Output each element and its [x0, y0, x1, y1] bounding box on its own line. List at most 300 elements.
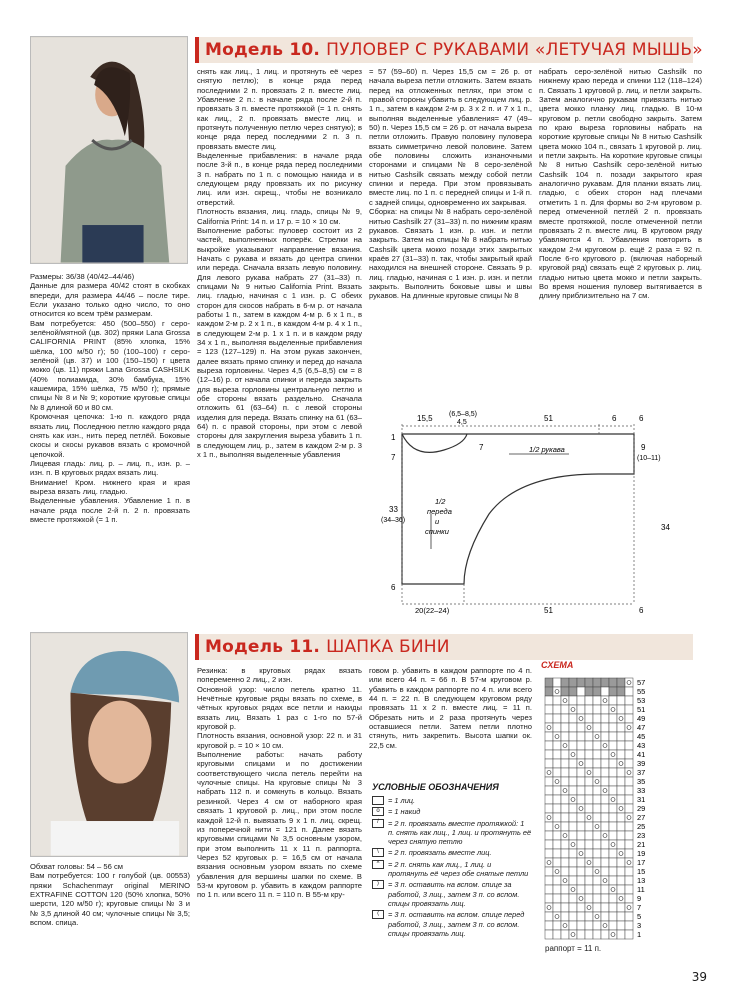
chart-cell [617, 732, 625, 741]
chart-cell [617, 840, 625, 849]
chart-cell [545, 885, 553, 894]
chart-cell [625, 705, 633, 714]
chart-cell [569, 786, 577, 795]
chart-cell [577, 894, 585, 903]
woman-sweater-image [31, 37, 187, 263]
legend-row [372, 848, 532, 857]
chart-cell [617, 705, 625, 714]
model10-photo [30, 36, 188, 264]
neckline-curve [402, 434, 467, 452]
chart-cell [561, 831, 569, 840]
chart-cell [625, 678, 633, 687]
chart-cell [593, 732, 601, 741]
chart-cell [601, 921, 609, 930]
legend-text: = 1 накид [388, 807, 421, 817]
chart-row-number: 21 [637, 840, 646, 849]
chart-cell [553, 750, 561, 759]
chart-cell [577, 777, 585, 786]
chart-cell [545, 777, 553, 786]
model10-col4 [539, 67, 702, 397]
chart-cell [609, 804, 617, 813]
chart-cell [553, 714, 561, 723]
chart-cell [553, 768, 561, 777]
chart-cell [569, 921, 577, 930]
chart-cell [585, 741, 593, 750]
chart-cell [545, 876, 553, 885]
chart-cell [569, 867, 577, 876]
chart-cell [601, 804, 609, 813]
chart-row-number: 35 [637, 777, 646, 786]
chart-cell [561, 921, 569, 930]
chart-cell [577, 723, 585, 732]
chart-row-number: 27 [637, 813, 646, 822]
chart-cell [545, 867, 553, 876]
chart-cell [585, 768, 593, 777]
chart-cell [617, 795, 625, 804]
model11-col1 [30, 862, 190, 962]
chart-cell [569, 750, 577, 759]
chart-cell [569, 840, 577, 849]
model11-col2 [197, 666, 362, 964]
size-text: Размеры: 36/38 (40/42–44/46) [30, 272, 135, 281]
beanie-materials-text: Вам потребуется: 100 г голубой (цв. 00553) пряжи Schachenmayr original MERINO EXTRAFINE COTTON 120 (50% хлопка, 50% шерсти, 120 м/50 г); круговые спицы № 3 и № 3,5 длиной 40 см; чулочные спицы № 3,5; вспом. спица. [30, 871, 190, 928]
chart-cell [569, 732, 577, 741]
chart-cell [577, 687, 585, 696]
dim-6-top: 6 [612, 414, 617, 423]
chart-cell [617, 822, 625, 831]
chart-cell [617, 912, 625, 921]
chart-cell [585, 723, 593, 732]
chart-cell [545, 894, 553, 903]
dim-10-11-right: (10–11) [637, 455, 661, 462]
chart-cell [553, 912, 561, 921]
chart-cell [617, 768, 625, 777]
chart-cell [553, 786, 561, 795]
stockinette-text: Лицевая гладь: лиц. р. – лиц. п., изн. р. – изн. п. В круговых рядах вязать лиц. [30, 458, 190, 478]
chart-cell [585, 921, 593, 930]
chart-cell [545, 723, 553, 732]
chart-row-number: 49 [637, 714, 646, 723]
chart-cell [569, 813, 577, 822]
legend-row [372, 910, 532, 938]
chart-row-number: 53 [637, 696, 646, 705]
chart-cell [561, 687, 569, 696]
col2-para1: снять как лиц., 1 лиц. и протянуть её через снятую петлю); в конце ряда перед последними 2 п. провязать 2 п. вместе лиц. Убавление 2 п.: в начале ряда после 2-й п. провязать 3 п. вместе протяжкой (= 1 п. снять как лиц., 2 п. провязать вместе лиц. и протянуть полученную петлю через снятую); в конце ряда перед последними 2 п. 3 п. провязать вместе лиц. [197, 67, 362, 151]
chart-cell [609, 777, 617, 786]
chart-cell [561, 894, 569, 903]
chart-cell [585, 750, 593, 759]
chart-cell [609, 876, 617, 885]
model10-col2 [197, 67, 362, 616]
chart-cell [561, 867, 569, 876]
chart-cell [577, 714, 585, 723]
chart-cell [545, 705, 553, 714]
chart-cell [561, 741, 569, 750]
chart-cell [553, 849, 561, 858]
dim-34-right: 34 [661, 523, 670, 532]
chart-cell [617, 876, 625, 885]
chart-cell [601, 795, 609, 804]
chart-cell [561, 768, 569, 777]
chart-cell [601, 858, 609, 867]
chart-cell [585, 894, 593, 903]
chart-cell [585, 831, 593, 840]
chart-cell [577, 876, 585, 885]
chart-cell [593, 876, 601, 885]
chart-row-number: 51 [637, 705, 646, 714]
col4-para1: набрать серо-зелёной нитью Cashsilk по нижнему краю переда и спинки 112 (118–124) п. Связать 1 круговой р. лиц. и петли закрыть. Затем аналогично рукавам привязать нитью цвета мокко планку лиц. гладью. В 10-м круговом р. петли свободно закрыть. Затем по краю выреза горловины набрать на короткие круговые спицы № 8 нитью Cashsilk цвета мокко 104 п., связать 1 круговой р. лиц. и петли закрыть. На короткие круговые спицы № 8 нитью Cashsilk серо-зелёной нитью Cashsilk 104 п. позади закрытого края аналогично рукавам. Для планки вязать лиц. гладью, с обеих сторон над плечами отметить 1 п. Для формы во 2-м круговом р. перед отмеченной петлёй 2 п. провязать вместе протяжкой, после отмеченной петли провязать 2 п. вместе лиц. В круговом ряду убавляются 4 п. Убавления повторить в каждом 2-м круговом р. ещё 2 раза = 92 п. После 6-го кругового р. (включая наборный круговой ряд) связать ещё 2 круговых р. лиц. гладью нитью цвета мокко и петли закрыть. Во время ношения пуловер вытягивается в длину приблизительно на 7 см. [539, 67, 702, 301]
chart-cell [617, 696, 625, 705]
chart-cell [617, 723, 625, 732]
chart-cell [577, 804, 585, 813]
chart-cell [561, 714, 569, 723]
chart-cell [601, 894, 609, 903]
chart-cell [577, 768, 585, 777]
chart-cell [625, 921, 633, 930]
chart-cell [561, 750, 569, 759]
dim-4-5: 4,5 [457, 419, 467, 426]
chart-cell [577, 840, 585, 849]
chart-cell [609, 714, 617, 723]
chart-cell [625, 786, 633, 795]
chart-cell [601, 714, 609, 723]
dim-33-left: 33 [389, 505, 398, 514]
legend-row [372, 860, 532, 879]
chart-cell [569, 822, 577, 831]
chart-cell [609, 696, 617, 705]
chart-cell [585, 867, 593, 876]
dim-6b-top: 6 [639, 414, 644, 423]
chart-cell [609, 894, 617, 903]
chart-cell [625, 795, 633, 804]
chart-cell [617, 786, 625, 795]
chart-cell [585, 822, 593, 831]
legend-text: = 3 п. оставить на вспом. спице за работой, 3 лиц., затем 3 п. со вспом. спицы провязать лиц. [388, 880, 520, 908]
chart-cell [577, 705, 585, 714]
chart-cell [593, 867, 601, 876]
chart-cell [553, 795, 561, 804]
chart-cell [561, 849, 569, 858]
chart-cell [545, 822, 553, 831]
chart-row-number: 41 [637, 750, 646, 759]
chart-cell [593, 822, 601, 831]
chart-cell [569, 705, 577, 714]
chart-cell [553, 741, 561, 750]
chart-cell [617, 831, 625, 840]
legend-symbol-icon: o [372, 807, 384, 816]
chart-cell [593, 813, 601, 822]
attention-text: Внимание! Кром. нижнего края и края выреза вязать лиц. гладью. [30, 477, 190, 496]
chart-cell [569, 849, 577, 858]
chart-cell [609, 840, 617, 849]
chart-row-number: 19 [637, 849, 646, 858]
chart-cell [553, 759, 561, 768]
chart-cell [553, 696, 561, 705]
chart-row-number: 13 [637, 876, 646, 885]
chart-cell [625, 840, 633, 849]
chart-cell [545, 840, 553, 849]
chart-cell [561, 885, 569, 894]
chart-cell [601, 750, 609, 759]
chart-cell [569, 759, 577, 768]
chart-cell [545, 687, 553, 696]
sleeve-num: 7 [479, 443, 484, 452]
chart-cell [625, 687, 633, 696]
chart-cell [577, 678, 585, 687]
chart-cell [617, 804, 625, 813]
chart-cell [617, 741, 625, 750]
chart-cell [593, 804, 601, 813]
chart-cell [585, 912, 593, 921]
chart-cell [561, 786, 569, 795]
chart-cell [577, 903, 585, 912]
chart-cell [593, 714, 601, 723]
chart-cell [561, 777, 569, 786]
chart-cell [617, 921, 625, 930]
body-label-2: переда [427, 507, 452, 516]
chart-cell [625, 930, 633, 939]
chart-cell [617, 885, 625, 894]
chart-cell [585, 876, 593, 885]
chart-cell [553, 831, 561, 840]
chart-cell [601, 687, 609, 696]
chart-cell [593, 759, 601, 768]
chart-cell [593, 894, 601, 903]
chart-cell [593, 795, 601, 804]
chart-cell [569, 678, 577, 687]
chart-cell [545, 831, 553, 840]
chart-cell [609, 885, 617, 894]
size-note: Данные для размера 40/42 стоят в скобках впереди, для размера 44/46 – после тире. Если указано только одно число, то оно относится ко всем трём размерам. [30, 281, 190, 319]
chart-cell [593, 858, 601, 867]
chart-cell [617, 678, 625, 687]
chart-cell [569, 894, 577, 903]
dim-51-top: 51 [544, 414, 553, 423]
chart-row-number: 7 [637, 903, 642, 912]
chart-cell [601, 885, 609, 894]
chart-cell [609, 849, 617, 858]
chart-cell [609, 903, 617, 912]
page-number: 39 [691, 970, 707, 984]
chart-cell [561, 759, 569, 768]
chart-cell [625, 759, 633, 768]
chart-cell [601, 723, 609, 732]
chart-cell [569, 687, 577, 696]
chart-cell [593, 768, 601, 777]
chart-cell [625, 858, 633, 867]
chart-cell [569, 858, 577, 867]
chart-cell [593, 840, 601, 849]
legend-row [372, 807, 532, 816]
rapport-label: раппорт = 11 п. [545, 944, 602, 953]
rib-text: Резинка: в круговых рядах вязать попеременно 2 лиц., 2 изн. [197, 666, 362, 685]
chart-cell [593, 687, 601, 696]
chart-cell [601, 813, 609, 822]
chart-cell [625, 696, 633, 705]
chart-cell [609, 813, 617, 822]
chart-cell [545, 804, 553, 813]
chart-cell [553, 903, 561, 912]
schema-title: СХЕМА [541, 660, 574, 670]
chart-cell [545, 678, 553, 687]
chart-cell [545, 858, 553, 867]
chart-cell [577, 849, 585, 858]
chart-cell [561, 723, 569, 732]
chart-cell [625, 885, 633, 894]
chart-cell [601, 876, 609, 885]
chart-cell [553, 777, 561, 786]
chart-cell [569, 768, 577, 777]
head-circ-text: Обхват головы: 54 – 56 см [30, 862, 123, 871]
chart-cell [569, 795, 577, 804]
chart-cell [561, 705, 569, 714]
materials-text: Вам потребуется: 450 (500–550) г серо-зелёной/мятной (цв. 302) пряжи Lana Grossa CALIFORNIA PRINT (85% хлопка, 15% шёлка, 100 м/50 г); 50 (100–100) г серо-зелёной (цв. 37) и 100 (150–150) г цвета мокко (цв. 11) пряжи Lana Grossa CASHSILK (40% полиамида, 30% бамбука, 15% кашемира, 15% шёлка, 75 м/50 г); прямые спицы № 8 и № 9; короткие круговые спицы № 8 длиной 60 и 80 см. [30, 318, 190, 412]
dim-51-bottom: 51 [544, 606, 553, 615]
decrease-text: Выделенные убавления. Убавление 1 п. в начале ряда после 2-й п. 2 п. провязать вместе протяжкой (= 1 п. [30, 496, 190, 524]
chart-cell [545, 768, 553, 777]
chart-cell [625, 849, 633, 858]
chart-cell [569, 876, 577, 885]
chart-cell [617, 858, 625, 867]
col2-para2: Выделенные прибавления: в начале ряда после 3-й п., в конце ряда перед последними 3 п. набрать по 1 п. с помощью накида и в следующем ряду провязать их по рисунку лиц. или изн. скрещ., чтобы не возникало отверстий. [197, 151, 362, 207]
chart-cell [601, 759, 609, 768]
model10-col3 [369, 67, 532, 397]
chart-row-number: 11 [637, 885, 645, 894]
chart-cell [545, 930, 553, 939]
chart-cell [553, 921, 561, 930]
chart-cell [561, 912, 569, 921]
chart-cell [601, 930, 609, 939]
chart-cell [545, 714, 553, 723]
chart-row-number: 43 [637, 741, 646, 750]
model11-title [195, 634, 693, 660]
legend-row [372, 796, 532, 805]
chart-cell [545, 759, 553, 768]
chart-cell [569, 714, 577, 723]
chart-cell [593, 786, 601, 795]
chart-cell [625, 876, 633, 885]
chart-cell [553, 687, 561, 696]
chart-cell [617, 867, 625, 876]
chart-row-number: 3 [637, 921, 642, 930]
chart-cell [601, 831, 609, 840]
chart-cell [625, 894, 633, 903]
chart-cell [625, 732, 633, 741]
chart-cell [609, 723, 617, 732]
chart-cell [617, 777, 625, 786]
chart-cell [553, 876, 561, 885]
chart-cell [609, 831, 617, 840]
chart-cell [617, 894, 625, 903]
legend-row [372, 819, 532, 847]
chart-cell [585, 696, 593, 705]
chart-cell [545, 750, 553, 759]
chart-cell [609, 687, 617, 696]
col3-para1: = 57 (59–60) п. Через 15,5 см = 26 р. от начала выреза петли отложить. Затем вязать перед на отложенных петлях, при этом с правой стороны убавить в следующем лиц. р. 1 п., затем в каждом 2-м р. 3 х 2 п. и 7 х 1 п., выполняя выделенные убавления= 47 (49–50) п. Через 15,5 см = 26 р. от начала выреза петли отложить. Правую половину пуловера вязать симметрично левой половине. Затем обе половины сложить изнаночными сторонами и спицами № 8 серо-зелёной нитью Cashsilk связать между собой петли спинки и переда. При этом провязывать вместе лиц. по 1 п. с передней спицы и 1-й п. с задней спицы, одновременно их закрывая. [369, 67, 532, 207]
chart-cell [545, 849, 553, 858]
dim-6-5: (6,5–8,5) [449, 411, 478, 418]
chart-cell [577, 786, 585, 795]
chart-cell [561, 840, 569, 849]
chart-cell [609, 822, 617, 831]
chart-cell [569, 723, 577, 732]
chart-cell [553, 822, 561, 831]
chart-cell [617, 750, 625, 759]
chart-row-number: 29 [637, 804, 646, 813]
model10-title-text: ПУЛОВЕР С РУКАВАМИ «ЛЕТУЧАЯ МЫШЬ» [326, 40, 703, 60]
dim-7-left: 7 [391, 453, 396, 462]
chart-cell [617, 714, 625, 723]
legend-text: = 1 лиц. [388, 796, 416, 805]
chart-cell [593, 741, 601, 750]
woman-beanie-image [31, 633, 187, 856]
col2-para3: Плотность вязания, лиц. гладь, спицы № 9, California Print: 14 п. и 17 р. = 10 × 10 см. [197, 207, 362, 226]
chart-cell [561, 930, 569, 939]
chart-cell [585, 849, 593, 858]
chart-cell [601, 678, 609, 687]
chart-cell [553, 732, 561, 741]
chart-cell [601, 741, 609, 750]
chart-cell [593, 678, 601, 687]
chart-cell [585, 813, 593, 822]
body-label-3: и [435, 517, 440, 526]
chart-row-number: 47 [637, 723, 646, 732]
chart-cell [561, 858, 569, 867]
chart-cell [561, 813, 569, 822]
chart-cell [601, 903, 609, 912]
chart-cell [545, 786, 553, 795]
chart-cell [625, 741, 633, 750]
chart-cell [625, 903, 633, 912]
chart-cell [553, 813, 561, 822]
model11-title-text: ШАПКА БИНИ [326, 637, 450, 657]
chart-cell [609, 786, 617, 795]
chart-cell [601, 786, 609, 795]
chart-cell [553, 858, 561, 867]
chart-cell [585, 858, 593, 867]
dim-1-left: 1 [391, 433, 396, 442]
dim-9-right: 9 [641, 443, 646, 452]
chart-cell [553, 678, 561, 687]
legend-text: = 2 п. провязать вместе лиц. [388, 848, 492, 858]
chart-cell [625, 723, 633, 732]
chart-cell [569, 885, 577, 894]
body-label-4: спинки [425, 527, 449, 536]
legend-symbol-icon: ⟩ [372, 880, 384, 889]
chart-cell [625, 822, 633, 831]
chart-cell [585, 786, 593, 795]
chart-cell [617, 903, 625, 912]
beanie-chart [541, 672, 701, 942]
chart-cell [585, 804, 593, 813]
beanie-finish-text: говом р. убавить в каждом раппорте по 4 п. или всего 44 п. = 66 п. В 57-м круговом р. убавить в каждом раппорте по 4 п. или всего 44 п. = 22 п. В следующем круговом ряду провязать 11 х 2 п. вместе лиц. = 11 п. Обрезать нить и 2 раза протянуть через оставшиеся петли. Затем петли плотно стянуть, нить закрепить. Высота шапки ок. 22,5 см. [369, 666, 532, 750]
dim-34-36-left: (34–36) [381, 517, 406, 524]
chart-cell [577, 696, 585, 705]
body-label-1: 1/2 [435, 497, 446, 506]
chart-cell [553, 723, 561, 732]
chart-row-number: 5 [637, 912, 642, 921]
dim-6-bottom: 6 [639, 606, 644, 615]
model10-title [195, 37, 703, 63]
chart-cell [561, 876, 569, 885]
chart-cell [593, 723, 601, 732]
model11-col3 [369, 666, 532, 778]
chart-cell [545, 921, 553, 930]
chart-cell [593, 921, 601, 930]
chart-cell [601, 777, 609, 786]
chart-cell [561, 822, 569, 831]
chart-cell [617, 813, 625, 822]
